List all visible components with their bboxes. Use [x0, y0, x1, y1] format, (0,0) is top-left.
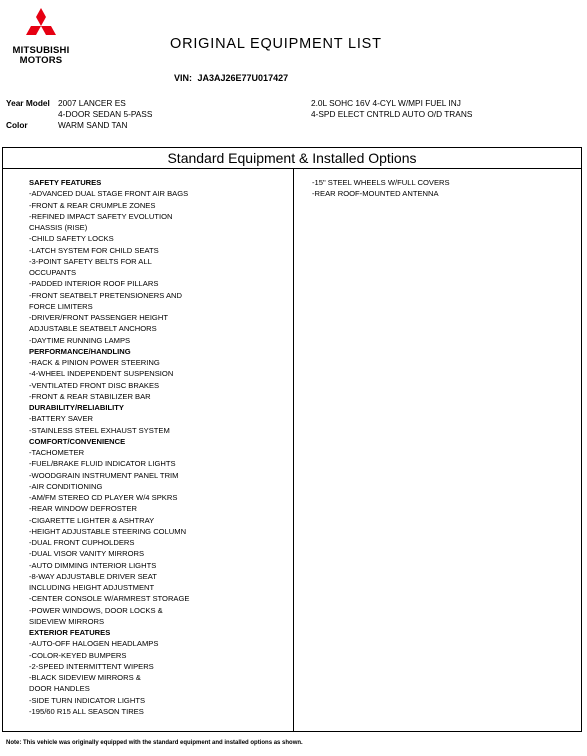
equipment-item: -3-POINT SAFETY BELTS FOR ALL: [29, 256, 152, 266]
equipment-item: -FUEL/BRAKE FLUID INDICATOR LIGHTS: [29, 459, 176, 469]
vin-value: JA3AJ26E77U017427: [197, 73, 289, 83]
section-title: Standard Equipment & Installed Options: [3, 148, 581, 169]
brand-name-line2: MOTORS: [19, 55, 63, 66]
equipment-item: INCLUDING HEIGHT ADJUSTMENT: [29, 583, 155, 592]
equipment-item: FORCE LIMITERS: [29, 301, 93, 311]
equipment-item: -DAYTIME RUNNING LAMPS: [29, 335, 131, 345]
equipment-left-column: [29, 177, 291, 717]
vin-label: VIN:: [174, 73, 192, 83]
equipment-item: -WOODGRAIN INSTRUMENT PANEL TRIM: [29, 470, 179, 480]
equipment-item: -VENTILATED FRONT DISC BRAKES: [29, 380, 160, 390]
equipment-item: -CIGARETTE LIGHTER & ASHTRAY: [29, 515, 155, 525]
equipment-item: -FRONT & REAR CRUMPLE ZONES: [29, 200, 156, 210]
vehicle-info-right: [311, 98, 472, 120]
equipment-item: -REAR ROOF-MOUNTED ANTENNA: [312, 189, 439, 199]
body-style-value: 4-DOOR SEDAN 5-PASS: [58, 109, 153, 119]
footer-note: Note: This vehicle was originally equipped with the standard equipment and installed options as shown.: [6, 740, 303, 746]
equipment-item: -POWER WINDOWS, DOOR LOCKS &: [29, 605, 163, 615]
equipment-category-heading: COMFORT/CONVENIENCE: [29, 436, 126, 446]
equipment-item: DOOR HANDLES: [29, 684, 90, 694]
equipment-item: -DRIVER/FRONT PASSENGER HEIGHT: [29, 313, 168, 322]
equipment-item: -SIDE TURN INDICATOR LIGHTS: [29, 695, 146, 705]
equipment-item: -COLOR-KEYED BUMPERS: [29, 650, 127, 660]
color-label: Color: [6, 120, 28, 130]
year-model-value: 2007 LANCER ES: [58, 98, 126, 108]
equipment-item: -TACHOMETER: [29, 448, 85, 457]
equipment-item: ADJUSTABLE SEATBELT ANCHORS: [29, 324, 157, 334]
document-title: ORIGINAL EQUIPMENT LIST: [170, 36, 382, 52]
equipment-item: -FRONT SEATBELT PRETENSIONERS AND: [29, 290, 183, 300]
equipment-item: -2-SPEED INTERMITTENT WIPERS: [29, 661, 154, 671]
transmission-value: 4-SPD ELECT CNTRLD AUTO O/D TRANS: [311, 109, 473, 119]
equipment-item: -4-WHEEL INDEPENDENT SUSPENSION: [29, 369, 174, 379]
equipment-category-heading: EXTERIOR FEATURES: [29, 628, 111, 637]
equipment-item: -195/60 R15 ALL SEASON TIRES: [29, 706, 144, 716]
equipment-item: -DUAL VISOR VANITY MIRRORS: [29, 549, 145, 559]
equipment-item: -15" STEEL WHEELS W/FULL COVERS: [312, 178, 450, 187]
equipment-item: -HEIGHT ADJUSTABLE STEERING COLUMN: [29, 526, 187, 536]
color-value: WARM SAND TAN: [58, 120, 128, 130]
equipment-category-heading: PERFORMANCE/HANDLING: [29, 346, 131, 356]
equipment-item: -LATCH SYSTEM FOR CHILD SEATS: [29, 245, 159, 255]
equipment-item: -PADDED INTERIOR ROOF PILLARS: [29, 279, 159, 289]
equipment-item: -AUTO DIMMING INTERIOR LIGHTS: [29, 560, 157, 570]
equipment-item: -REFINED IMPACT SAFETY EVOLUTION: [29, 211, 173, 221]
year-model-label: Year Model: [6, 98, 50, 108]
equipment-item: -BATTERY SAVER: [29, 414, 94, 424]
equipment-category-heading: SAFETY FEATURES: [29, 178, 102, 187]
equipment-category-heading: DURABILITY/RELIABILITY: [29, 403, 124, 412]
equipment-item: -DUAL FRONT CUPHOLDERS: [29, 538, 135, 547]
equipment-item: -REAR WINDOW DEFROSTER: [29, 504, 137, 514]
equipment-item: -BLACK SIDEVIEW MIRRORS &: [29, 673, 141, 682]
equipment-item: -CENTER CONSOLE W/ARMREST STORAGE: [29, 594, 190, 604]
engine-value: 2.0L SOHC 16V 4-CYL W/MPI FUEL INJ: [311, 98, 461, 108]
equipment-item: -CHILD SAFETY LOCKS: [29, 234, 114, 244]
equipment-box: [2, 147, 582, 732]
equipment-item: SIDEVIEW MIRRORS: [29, 616, 105, 626]
mitsubishi-three-diamonds-icon: [20, 8, 62, 46]
column-divider: [293, 169, 294, 731]
brand-name-line1: MITSUBISHI: [12, 45, 70, 56]
equipment-item: -AM/FM STEREO CD PLAYER W/4 SPKRS: [29, 493, 178, 502]
equipment-item: -AUTO-OFF HALOGEN HEADLAMPS: [29, 639, 159, 649]
equipment-right-column: [312, 177, 578, 200]
vin-line: [174, 73, 288, 83]
vehicle-info-left: [6, 98, 152, 131]
equipment-item: -AIR CONDITIONING: [29, 481, 103, 491]
equipment-item: -ADVANCED DUAL STAGE FRONT AIR BAGS: [29, 189, 189, 199]
equipment-item: -RACK & PINION POWER STEERING: [29, 358, 160, 367]
equipment-item: -STAINLESS STEEL EXHAUST SYSTEM: [29, 425, 170, 435]
equipment-item: -FRONT & REAR STABILIZER BAR: [29, 391, 151, 401]
equipment-item: OCCUPANTS: [29, 268, 77, 277]
brand-logo: [6, 8, 76, 66]
equipment-item: -8-WAY ADJUSTABLE DRIVER SEAT: [29, 571, 157, 581]
equipment-item: CHASSIS (RISE): [29, 223, 88, 232]
